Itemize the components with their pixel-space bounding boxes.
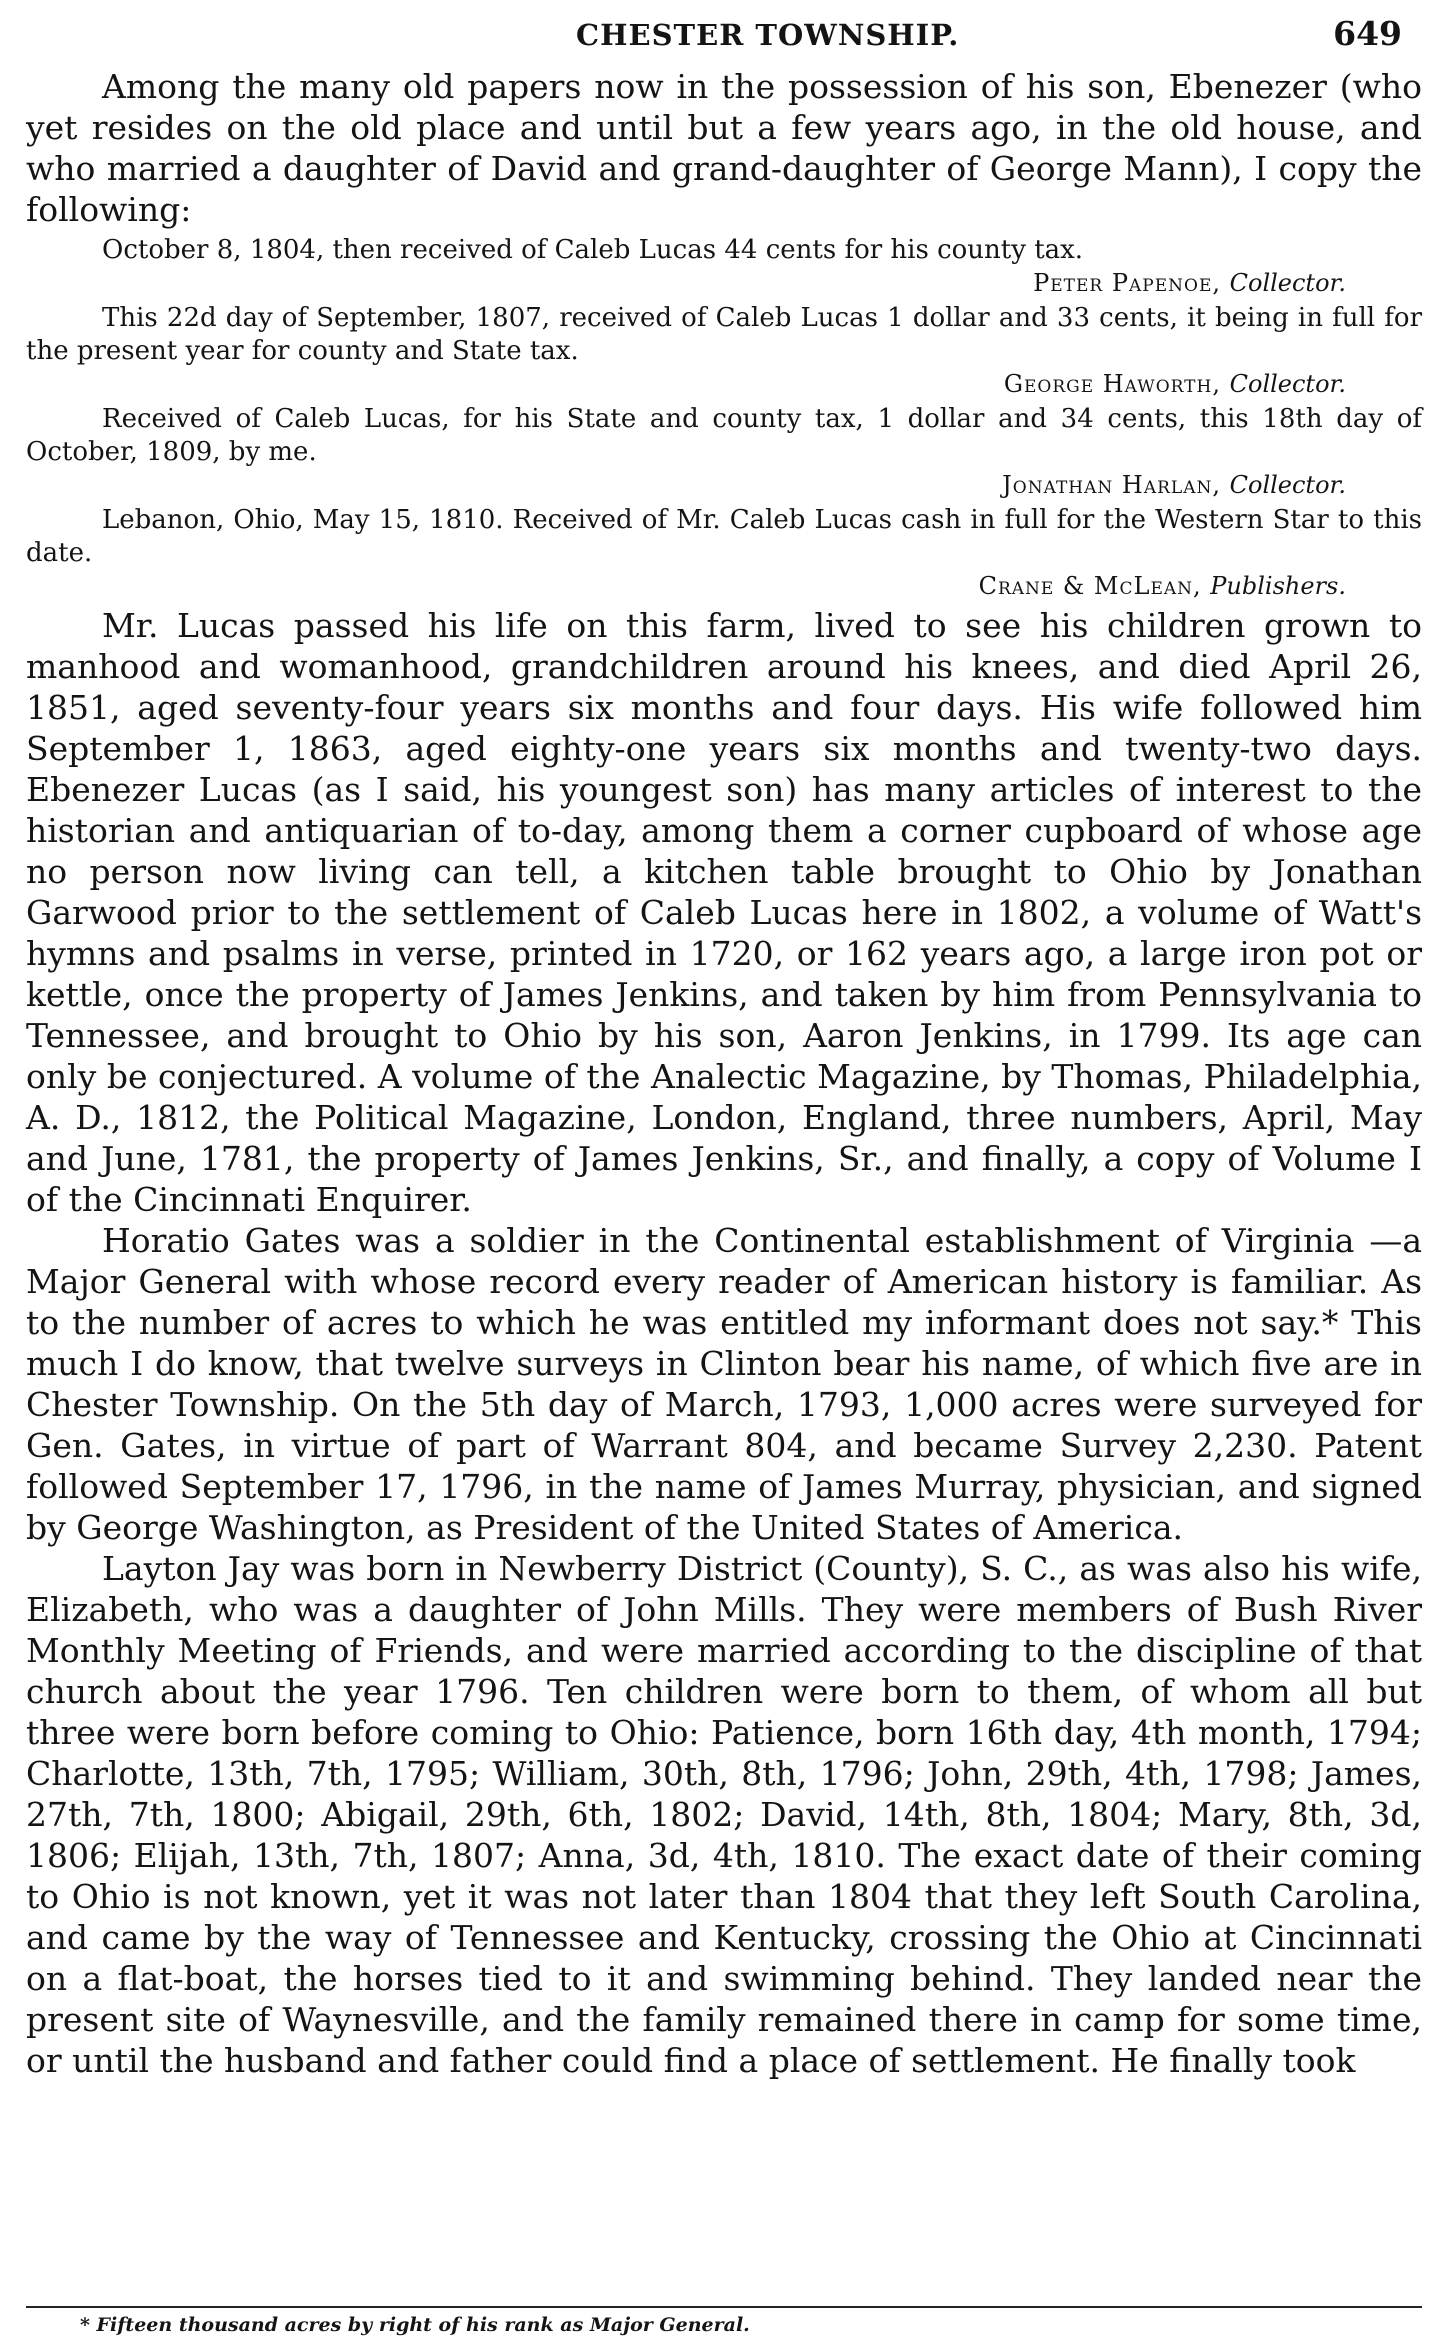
gates-paragraph: Horatio Gates was a soldier in the Continental establishment of Virginia —a Major General with whose record every reader of American history is familiar. As to the number of acres to which he was entitled my informant does not say.* This much I do know, that twelve surveys in Clinton bear his name, of which five are in Chester Township. On the 5th day of March, 1793, 1,000 acres were surveyed for Gen. Gates, in virtue of part of Warrant 804, and became Survey 2,230. Patent followed September 17, 1796, in the name of James Murray, physician, and signed by George Washington, as President of the United States of America. xyxy=(26,1221,1422,1547)
receipt-signer: George Haworth, xyxy=(1003,370,1221,398)
receipt-role: Collector. xyxy=(1229,471,1346,499)
receipt-text: This 22d day of September, 1807, received of Caleb Lucas 1 dollar and 33 cents, it being in full for the present year for county and State tax. xyxy=(26,303,1422,366)
jay-paragraph: Layton Jay was born in Newberry District (County), S. C., as was also his wife, Elizabeth, who was a daughter of John Mills. They were members of Bush River Monthly Meeting of Friends, and were married according to the discipline of that church about the year 1796. Ten children were born to them, of whom all but three were born before coming to Ohio: Patience, born 16th day, 4th month, 1794; Charlotte, 13th, 7th, 1795; William, 30th, 8th, 1796; John, 29th, 4th, 1798; James, 27th, 7th, 1800; Abigail, 29th, 6th, 1802; David, 14th, 8th, 1804; Mary, 8th, 3d, 1806; Elijah, 13th, 7th, 1807; Anna, 3d, 4th, 1810. The exact date of their coming to Ohio is not known, yet it was not later than 1804 that they left South Carolina, and came by the way of Tennessee and Kentucky, crossing the Ohio at Cincinnati on a flat-boat, the horses tied to it and swimming behind. They landed near the present site of Waynesville, and the family remained there in camp for some time, or until the husband and father could find a place of settlement. He finally took xyxy=(26,1549,1422,2080)
receipt-text: Received of Caleb Lucas, for his State and county tax, 1 dollar and 34 cents, this 18th day of October, 1809, by me. xyxy=(26,404,1422,467)
running-head: CHESTER TOWNSHIP. xyxy=(576,18,960,52)
receipt-signer: Peter Papenoe, xyxy=(1033,269,1221,297)
intro-paragraph: Among the many old papers now in the possession of his son, Ebenezer (who yet resides on the old place and until but a few years ago, in the old house, and who married a daughter of David and grand-daughter of George Mann), I copy the following: xyxy=(26,67,1422,229)
receipt-role: Collector. xyxy=(1229,269,1346,297)
receipt-signature xyxy=(26,267,1346,300)
receipt-role: Publishers. xyxy=(1210,572,1346,600)
lucas-paragraph: Mr. Lucas passed his life on this farm, lived to see his children grown to manhood and womanhood, grandchildren around his knees, and died April 26, 1851, aged seventy-four years six months and four days. His wife followed him September 1, 1863, aged eighty-one years six months and twenty-two days. Ebenezer Lucas (as I said, his youngest son) has many articles of interest to the historian and antiquarian of to-day, among them a corner cupboard of whose age no person now living can tell, a kitchen table brought to Ohio by Jonathan Garwood prior to the settlement of Caleb Lucas here in 1802, a volume of Watt's hymns and psalms in verse, printed in 1720, or 162 years ago, a large iron pot or kettle, once the property of James Jenkins, and taken by him from Pennsylvania to Tennessee, and brought to Ohio by his son, Aaron Jenkins, in 1799. Its age can only be conjectured. A volume of the Analectic Magazine, by Thomas, Philadelphia, A. D., 1812, the Political Magazine, London, England, three numbers, April, May and June, 1781, the property of James Jenkins, Sr., and finally, a copy of Volume I of the Cincinnati Enquirer. xyxy=(26,606,1422,1219)
receipt-signature xyxy=(26,368,1346,401)
page-header xyxy=(26,14,1422,66)
receipt-text: Lebanon, Ohio, May 15, 1810. Received of Mr. Caleb Lucas cash in full for the Western Star to this date. xyxy=(26,505,1422,568)
receipt-signer: Crane & McLean, xyxy=(978,572,1202,600)
receipt-signer: Jonathan Harlan, xyxy=(1002,471,1221,499)
footnote: * Fifteen thousand acres by right of his rank as Major General. xyxy=(80,2314,750,2336)
receipt-signature xyxy=(26,570,1346,603)
page-number: 649 xyxy=(1333,14,1402,53)
receipt-text: October 8, 1804, then received of Caleb Lucas 44 cents for his county tax. xyxy=(102,235,1084,265)
receipts-block xyxy=(26,234,1422,603)
receipt-signature xyxy=(26,469,1346,502)
footnote-divider xyxy=(26,2306,1422,2308)
receipt-role: Collector. xyxy=(1229,370,1346,398)
